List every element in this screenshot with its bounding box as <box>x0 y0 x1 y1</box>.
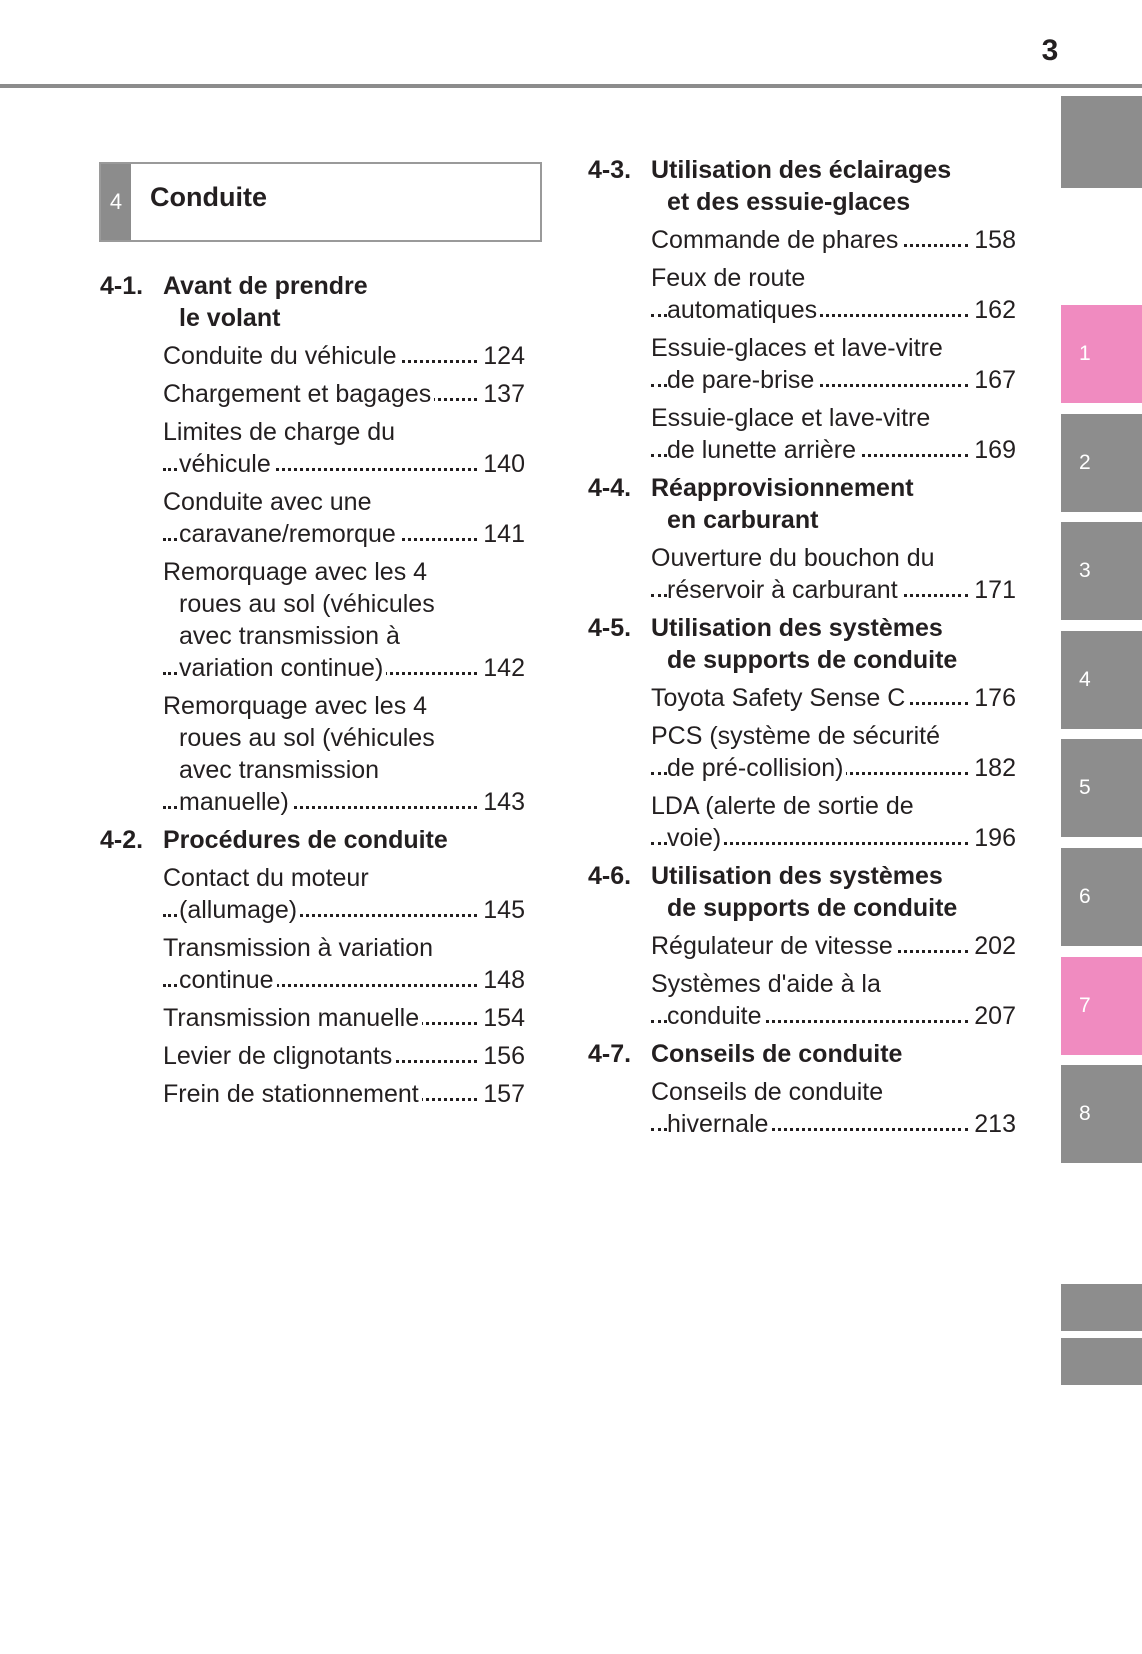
toc-entry[interactable] <box>163 1040 525 1072</box>
entry-page-number: 196 <box>974 824 1016 852</box>
chapter-tab-4[interactable]: 4 <box>1061 631 1142 729</box>
entry-title: Commande de phares <box>651 226 901 254</box>
section-number: 4-7. <box>588 1040 632 1068</box>
entry-title: Régulateur de vitesse <box>651 932 896 960</box>
toc-entry[interactable] <box>163 1002 525 1034</box>
chapter-number: 4 <box>101 164 131 240</box>
section-title[interactable]: Utilisation des systèmes de supports de conduite <box>651 614 958 674</box>
toc-section <box>588 1038 1016 1070</box>
toc-entry[interactable] <box>651 930 1016 962</box>
entry-page-number: 162 <box>974 296 1016 324</box>
entry-page-number: 207 <box>974 1002 1016 1030</box>
entry-title: Feux de route automatiques <box>651 264 820 324</box>
entry-page-number: 213 <box>974 1110 1016 1138</box>
section-title[interactable]: Procédures de conduite <box>163 826 448 854</box>
entry-title: Essuie-glace et lave-vitre de lunette arrière <box>651 404 931 464</box>
entry-page-number: 169 <box>974 436 1016 464</box>
entry-title: Chargement et bagages <box>163 380 434 408</box>
chapter-tab-7[interactable]: 7 <box>1061 957 1142 1055</box>
entry-title: Conduite du véhicule <box>163 342 400 370</box>
toc-entry[interactable] <box>651 1076 1016 1140</box>
entry-title: Toyota Safety Sense C <box>651 684 908 712</box>
section-title[interactable]: Utilisation des systèmes de supports de conduite <box>651 862 958 922</box>
toc-entry[interactable] <box>163 1078 525 1110</box>
toc-entry[interactable] <box>651 262 1016 326</box>
section-number: 4-6. <box>588 862 632 890</box>
entry-title: Ouverture du bouchon du réservoir à carburant <box>651 544 935 604</box>
entry-page-number: 137 <box>483 380 525 408</box>
toc-entry[interactable] <box>163 690 525 818</box>
entry-page-number: 167 <box>974 366 1016 394</box>
entry-page-number: 145 <box>483 896 525 924</box>
toc-section <box>588 472 1016 536</box>
toc-left-column <box>100 270 525 1110</box>
toc-right-column <box>588 154 1016 1140</box>
toc-section <box>588 154 1016 218</box>
toc-entry[interactable] <box>651 224 1016 256</box>
toc-entry[interactable] <box>651 542 1016 606</box>
chapter-tab-5[interactable]: 5 <box>1061 739 1142 837</box>
chapter-tab-blank[interactable] <box>1061 96 1142 188</box>
chapter-tab-1[interactable]: 1 <box>1061 305 1142 403</box>
entry-page-number: 157 <box>483 1080 525 1108</box>
section-number: 4-1. <box>100 272 144 300</box>
toc-entry[interactable] <box>163 340 525 372</box>
toc-section <box>100 824 525 856</box>
toc-entry[interactable] <box>163 556 525 684</box>
toc-entry[interactable] <box>163 416 525 480</box>
chapter-tab-8[interactable]: 8 <box>1061 1065 1142 1163</box>
entry-page-number: 182 <box>974 754 1016 782</box>
entry-page-number: 148 <box>483 966 525 994</box>
toc-entry[interactable] <box>651 720 1016 784</box>
header-rule <box>0 84 1142 88</box>
entry-title: Essuie-glaces et lave-vitre de pare-brise <box>651 334 943 394</box>
section-title[interactable]: Réapprovisionnement en carburant <box>651 474 914 534</box>
chapter-title: Conduite <box>150 182 267 212</box>
entry-page-number: 158 <box>974 226 1016 254</box>
entry-title: Systèmes d'aide à la conduite <box>651 970 881 1030</box>
toc-section <box>588 612 1016 676</box>
entry-title: Conseils de conduite hivernale <box>651 1078 884 1138</box>
entry-page-number: 154 <box>483 1004 525 1032</box>
section-number: 4-3. <box>588 156 632 184</box>
entry-title: LDA (alerte de sortie de voie) <box>651 792 914 852</box>
entry-title: Remorquage avec les 4 roues au sol (véhicules avec transmission manuelle) <box>163 692 435 816</box>
toc-entry[interactable] <box>651 332 1016 396</box>
toc-entry[interactable] <box>651 682 1016 714</box>
section-number: 4-4. <box>588 474 632 502</box>
entry-page-number: 143 <box>483 788 525 816</box>
section-number: 4-5. <box>588 614 632 642</box>
section-title[interactable]: Avant de prendre le volant <box>163 272 368 332</box>
toc-section <box>100 270 525 334</box>
entry-title: Transmission manuelle <box>163 1004 422 1032</box>
page-number: 3 <box>1041 34 1059 67</box>
entry-page-number: 202 <box>974 932 1016 960</box>
entry-title: Transmission à variation continue <box>163 934 434 994</box>
entry-page-number: 171 <box>974 576 1016 604</box>
toc-entry[interactable] <box>651 968 1016 1032</box>
entry-title: Contact du moteur (allumage) <box>163 864 369 924</box>
section-title[interactable]: Utilisation des éclairages et des essuie-glaces <box>651 156 952 216</box>
entry-page-number: 142 <box>483 654 525 682</box>
entry-page-number: 140 <box>483 450 525 478</box>
entry-page-number: 156 <box>483 1042 525 1070</box>
chapter-tab-blank[interactable] <box>1061 1284 1142 1331</box>
toc-entry[interactable] <box>651 402 1016 466</box>
chapter-tab-2[interactable]: 2 <box>1061 414 1142 512</box>
chapter-tab-blank[interactable] <box>1061 1338 1142 1385</box>
toc-entry[interactable] <box>163 378 525 410</box>
chapter-header <box>99 162 542 242</box>
chapter-tab-6[interactable]: 6 <box>1061 848 1142 946</box>
entry-page-number: 176 <box>974 684 1016 712</box>
entry-page-number: 124 <box>483 342 525 370</box>
entry-title: Frein de stationnement <box>163 1080 422 1108</box>
entry-page-number: 141 <box>483 520 525 548</box>
entry-title: Limites de charge du véhicule <box>163 418 396 478</box>
entry-title: Remorquage avec les 4 roues au sol (véhicules avec transmission à variation continue) <box>163 558 435 682</box>
entry-title: Conduite avec une caravane/remorque <box>163 488 399 548</box>
chapter-tab-3[interactable]: 3 <box>1061 522 1142 620</box>
entry-title: PCS (système de sécurité de pré-collision) <box>651 722 940 782</box>
toc-entry[interactable] <box>163 862 525 926</box>
toc-section <box>588 860 1016 924</box>
section-number: 4-2. <box>100 826 144 854</box>
entry-title: Levier de clignotants <box>163 1042 395 1070</box>
toc-entry[interactable] <box>163 486 525 550</box>
toc-entry[interactable] <box>651 790 1016 854</box>
section-title[interactable]: Conseils de conduite <box>651 1040 903 1068</box>
toc-entry[interactable] <box>163 932 525 996</box>
